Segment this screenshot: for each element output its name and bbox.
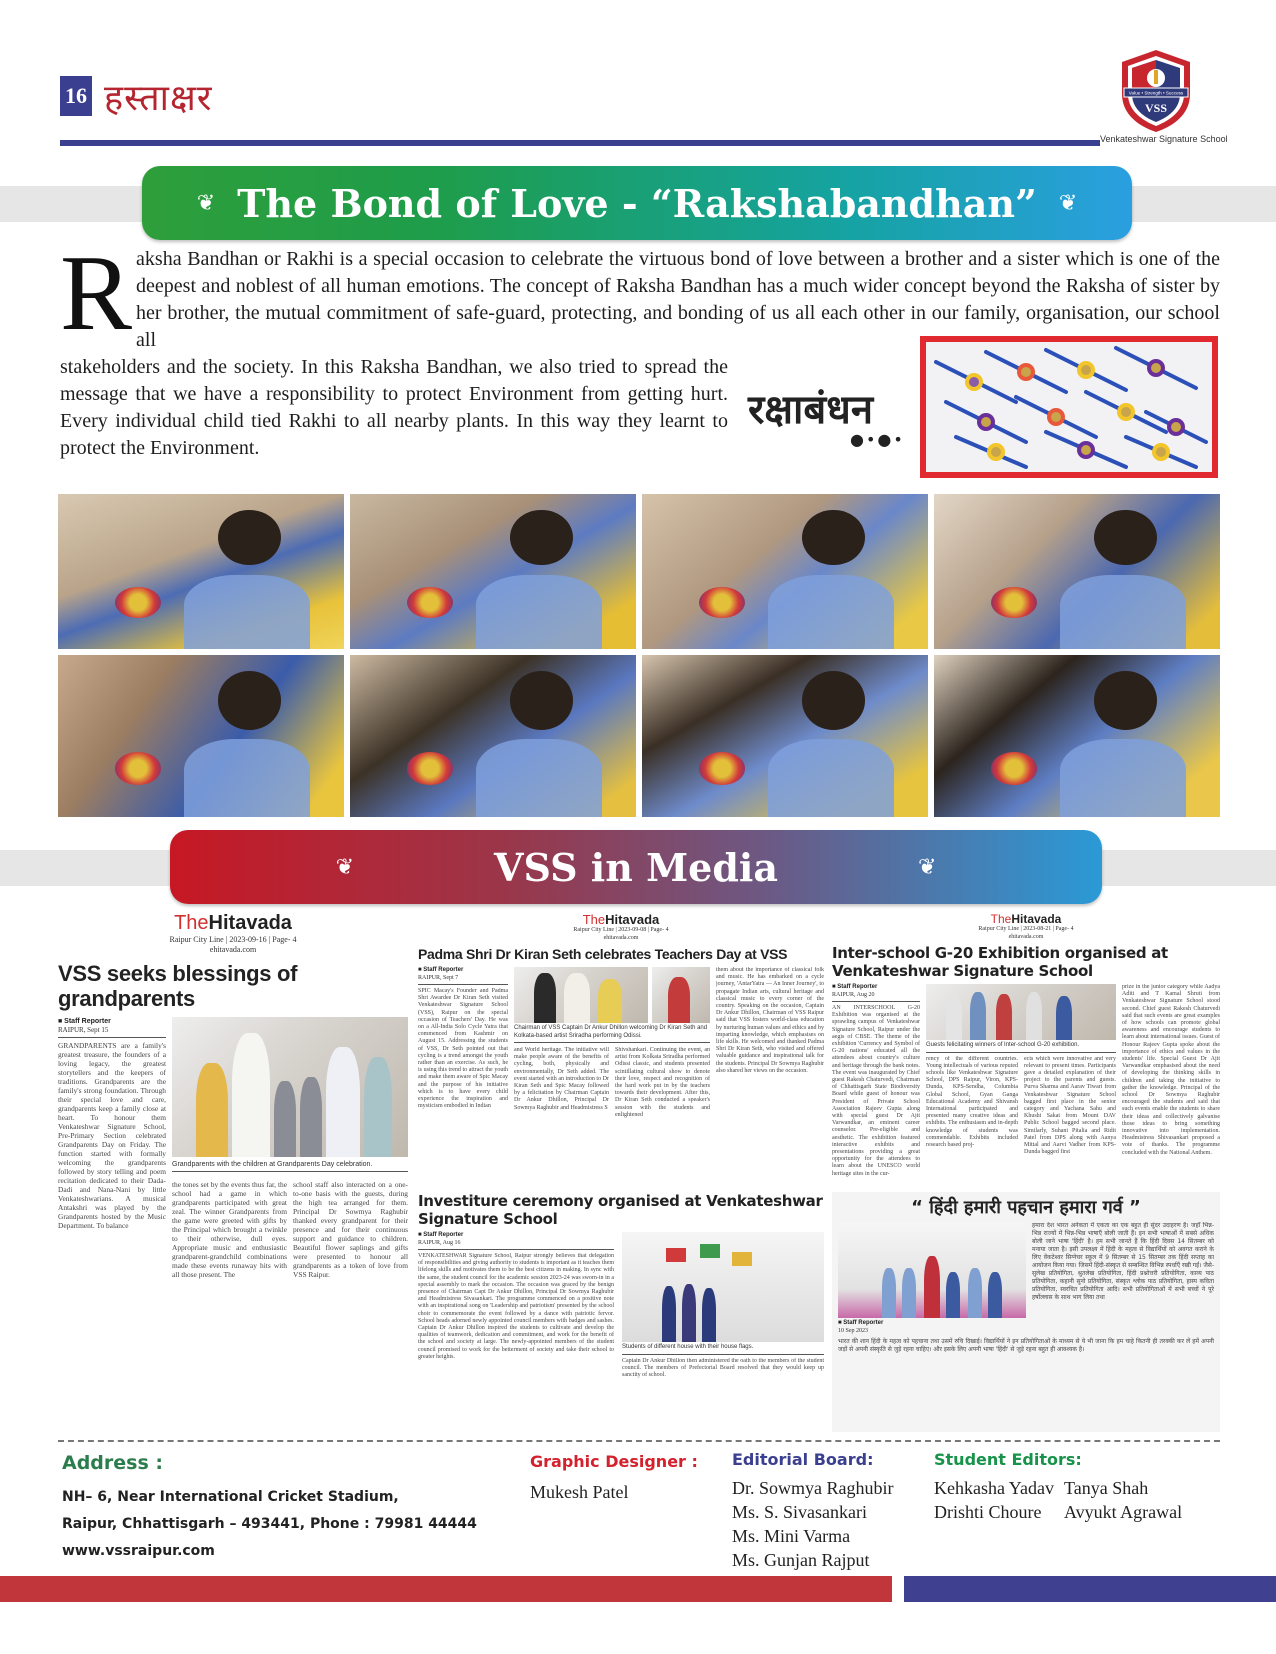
school-name: Venkateshwar Signature School [1100,134,1228,144]
editorial-member: Ms. S. Sivasankari [732,1502,867,1522]
graphic-designer-name: Mukesh Patel [530,1482,629,1502]
rakshabandhan-title: The Bond of Love - “Rakshabandhan” [237,180,1037,226]
rakshabandhan-word-art: रक्षाबंधन [748,387,874,433]
address-block [62,1484,522,1565]
student-editor: Drishti Choure [934,1502,1042,1522]
decorative-dots: ●•●• [850,430,905,449]
photo-child-painting-rakhi [350,655,636,817]
student-editor: Tanya Shah [1063,1478,1149,1498]
clipping-headline: “ हिंदी हमारी पहचान हमारा गर्व ” [911,1197,1141,1218]
dateline: RAIPUR, Sept 15 [58,1026,166,1038]
media-banner [170,830,1102,904]
editorial-member: Ms. Gunjan Rajput [732,1550,870,1570]
newspaper-meta: Raipur City Line | 2023-08-21 | Page- 4 [978,926,1074,932]
graphic-designer-title: Graphic Designer : [530,1452,698,1471]
clipping-column: भारत की शान हिंदी के महत्व को पहचाना तथा उसमें रुचि दिखाई। विद्यार्थियों ने इन प्रतियोगिताओं के माध्यम से ये भी जाना कि हम चाहे कितनी ही तरक्की कर लें हमें अपनी जड़ों से अपनी संस्कृति से जुड़े रहना चाहिए। और इसके लिए अपनी भाषा 'हिंदी' से जुड़े रहना बहुत ही आवश्यक है। [838,1338,1214,1353]
photo-child-painting-rakhi [350,494,636,649]
clipping-column: VENKATESHWAR Signature School, Raipur strongly believes that delegation of responsibilities and giving authority to students is important as it teaches them lifelong skills and motivates them to be the best citizens in making. In sync with the same, the student council for the academic session 2023-24 was sworn-in in a special assembly to mark the occasion. The occasion was graced by the benign presence of Chairman Capt Dr Ankur Dhillon, Principal Dr Sowmya Raghubir and Headmistress Sivasankari. The programme commenced on a positive note with an inspirational song on 'Leadership and patriotism' presented by the school choir to commemorate the event followed by a dance with patriotic fervor. School heads adorned newly appointed council members with badges and sashes. Captain Dr Ankur Dhillon inspired the students to cultivate and develop the qualities of teamwork, dedication and commitment, and work for the benefit of the school and society at large. The newly-appointed members of the student council promised to work for the betterment of society and take their school to greater heights. [418,1253,614,1360]
editorial-board-title: Editorial Board: [732,1450,874,1469]
flourish-ornament-icon: ❦ [196,190,216,216]
byline: ■ Staff Reporter [418,967,464,973]
clipping-grandparents [58,912,408,1432]
newspaper-name: TheHitavada [582,912,660,927]
article-paragraph-narrow: stakeholders and the society. In this Raksha Bandhan, we also tried to spread the message that we have a responsibility to protect Environment from getting hurt. Every individual child tied Rakhi to all nearby plants. In this way they learnt to protect the Environment. [60,356,728,459]
house-flags-photo [622,1232,824,1342]
flourish-ornament-icon: ❦ [1058,190,1078,216]
magazine-title: हस्ताक्षर [104,78,213,119]
newspaper-name: TheHitavada [990,912,1062,926]
clipping-investiture [418,1192,824,1432]
clipping-column: Shivshankari. Continuing the event, an artist from Kolkata Sriradha performed Odissi classic, and students presented scintillating cultural show to denote their love, respect and recognition of the hard work put in by the teachers towards their development. After this, Dr Kiran Seth conducted a speaker's session with the students and enlightened [615,1047,710,1118]
rakhi-collection-photo [920,336,1218,478]
editorial-board-list [732,1476,894,1572]
clipping-hindi-week [832,1192,1220,1432]
clipping-column: the tones set by the events thus far, the school had a game in which grandparents participated with great zeal. The winner Grandparents from the game were greeted with gifts by the Principal which brought a twinkle to their otherwise, dull eyes. Appropriate music and enthusiastic grandparent-grandchild combinations made these events runaway hits with all those present. The [172,1180,287,1279]
clipping-headline: Investiture ceremony organised at Venkateshwar Signature School [418,1192,823,1228]
clipping-headline: Padma Shri Dr Kiran Seth celebrates Teachers Day at VSS [418,946,788,962]
flourish-ornament-icon: ❦ [335,854,355,880]
clipping-column: SPIC Macay's Founder and Padma Shri Awardee Dr Kiran Seth visited Venkateshwar Signature School (VSS), Raipur on the special occasion of Teachers' Day. He was on a All-India Solo Cycle Yatra that commenced from Kashmir on August 15. Addressing the students of VSS, Dr Seth pointed out that cycling is a trend amongst the youth rather than an exercise. As such, he is using this trend to attract the youth and make them aware of Spic Macay and the purpose of his initiative which is to have every child experience the inspiration and mysticism embodied in Indian [418,988,508,1110]
clipping-column: हमारा देश भारत अनेकता में एकता का एक बहुत ही सुंदर उदाहरण है। जहाँ भिन्न-भिन्न राज्यों में भिन्न-भिन्न भाषाएँ बोली जाती हैं। इन सभी भाषाओं में सबसे अधिक बोली जाने भाषा 'हिंदी' है। हम सभी जानते हैं कि हिंदी दिवस 14 सितम्बर को मनाया जाता है। इसी उपलक्ष्य में हिंदी के महत्व से विद्यार्थियों को अवगत कराने के लिए वेंकटेश्वर सिग्नेचर स्कूल में 9 सितम्बर से 15 सितम्बर तक हिंदी सप्ताह का आयोजन किया गया। जिसमें हिंदी-संस्कृत से सम्बन्धित विभिन्न स्पर्धाएँ रखी गईं। जैसे- सुलेख प्रतियोगिता, श्रुतलेख प्रतियोगिता, हिंदी प्रश्नोत्तरी प्रतियोगिता, काव्य पाठ प्रतियोगिता, कहानी सुनो प्रतियोगिता, संस्कृत श्लोक पाठ प्रतियोगिता, हास्य कविता प्रतियोगिता, स्वरचित प्रतियोगिता आदि। सभी प्रतियोगिताओं में सभी बच्चों ने पूरे हर्षोल्लास के साथ भाग लिया तथा [1032,1222,1214,1301]
student-editor: Avyukt Agrawal [1063,1502,1183,1522]
clipping-headline: VSS seeks blessings of grandparents [58,961,298,1011]
address-line: NH– 6, Near International Cricket Stadium, [62,1489,399,1505]
logo-initials: VSS [1144,101,1168,115]
student-editors-title: Student Editors: [934,1450,1082,1469]
clipping-headline: Inter-school G-20 Exhibition organised at Venkateshwar Signature School [832,944,1168,980]
photo-child-painting-rakhi [58,494,344,649]
photo-caption: Students of different house with their house flags. [622,1344,824,1355]
article-paragraph-wide: aksha Bandhan or Rakhi is a special occasion to celebrate the virtuous bond of love between a brother and a sister which is one of the deepest and noblest of all human emotions. The concept of Raksha Bandhan has a much wider concept beyond the Raksha of sister by her brother, the mutual commitment of safe-guard, protecting, and bonding of us all each other in our family, organisation, our school all [136,248,1220,351]
media-title: VSS in Media [494,844,778,890]
teachers-day-photo [514,967,648,1023]
footer-bar-red [0,1576,892,1602]
photo-child-painting-rakhi [934,655,1220,817]
newspaper-site: ehitavada.com [209,945,257,954]
student-editors-list [934,1476,1182,1524]
address-title: Address : [62,1452,163,1474]
byline: ■ Staff Reporter [832,984,878,990]
newspaper-meta: Raipur City Line | 2023-09-08 | Page- 4 [573,927,669,933]
flourish-ornament-icon: ❦ [917,854,937,880]
page-number: 16 [60,76,92,116]
newspaper-site: ehitavada.com [603,934,639,941]
dateline: 10 Sep 2023 [838,1327,868,1334]
photo-caption: Grandparents with the children at Grandparents Day celebration. [172,1160,408,1172]
logo-motto: Value • Strength • Success [1128,90,1184,96]
dateline: RAIPUR, Aug 16 [418,1240,614,1251]
footer-bar-blue [904,1576,1276,1602]
grandparents-photo [172,1017,408,1157]
clipping-column: and World heritage. The initiative will make people aware of the benefits of cycling, both, physically and environmentally, Dr Seth added. The event started with an introduction to Dr Kiran Seth and Spic Macay followed by a felicitation by Chairman Captain Dr Ankur Dhillon, Principal Dr Sowmya Raghubir and Headmistress S [514,1047,609,1111]
clipping-column: AN INTERSCHOOL G-20 Exhibition was organised at the sprawling campus of Venkateshwar Signature School, Raipur under the aegis of CBSE. The theme of the exhibition 'Currency and Symbol of G-20 nations' educated all the attendees about country's culture and heritage through the bank notes. The event was inaugurated by Chief guest Rakesh Chaturvedi, Chairman of Chhattisgarh State Biodiversity Board while guest of honour was President of Private School Association Rajeev Gupta along with special guest Dr Ajit Varwandkar, an eminent career counselor. Pre-eligible and aesthetic. The exhibition featured interactive exhibits and presentations providing a great opportunity for the attendees to learn about the UNESCO world heritage sites in the cur- [832,1005,920,1177]
odissi-dance-photo [652,967,710,1023]
photo-caption: Chairman of VSS Captain Dr Ankur Dhillon welcoming Dr Kiran Seth and Kolkata-based artist Sriradha performing Odissi. [514,1025,710,1043]
footer-divider [58,1440,1220,1442]
dateline: RAIPUR, Aug 20 [832,992,920,1003]
website-link[interactable]: www.vssraipur.com [62,1543,215,1559]
header-rule [60,140,1100,146]
byline: ■ Staff Reporter [418,1232,464,1238]
g20-exhibition-photo [926,984,1116,1040]
rakhi-making-photo-grid [58,494,1220,817]
rakshabandhan-banner [142,166,1132,240]
newspaper-meta: Raipur City Line | 2023-09-16 | Page- 4 [169,935,297,944]
dateline: RAIPUR, Sept 7 [418,975,508,986]
clipping-column: them about the importance of classical folk and music. He has embarked on a cycle journey, 'AntarYatra — An Inner Journey', to propagate Indian arts, cultural heritage and classical music to every corner of the country. Speaking on the occasion, Captain Dr Ankur Dhillon, Chairman of VSS Raipur said that VSS fosters world-class education by nurturing human values and ethics and by imparting knowledge, which emphasises on life skills. He welcomed and thanked Padma Shri Dr Kiran Seth, who visited and offered valuable guidance and inspirational talk for the students. Principal Dr Sowmya Raghubir also shared her views on the occasion. [716,967,824,1074]
clipping-column: Captain Dr Ankur Dhillon then administered the oath to the members of the student council. The members of Prefectorial Board resolved that they would keep up sanctity of school. [622,1357,824,1378]
address-line: Raipur, Chhattisgarh – 493441, Phone : 79981 44444 [62,1516,477,1532]
photo-child-painting-rakhi [642,655,928,817]
newspaper-name: TheHitavada [174,912,292,934]
newspaper-site: ehitavada.com [1008,933,1044,940]
clipping-teachers-day [418,912,824,1188]
editorial-member: Dr. Sowmya Raghubir [732,1478,894,1498]
editorial-member: Ms. Mini Varma [732,1526,851,1546]
photo-caption: Guests felicitating winners of Inter-school G-20 exhibition. [926,1042,1116,1053]
hindi-week-photo [838,1222,1026,1318]
byline: ■ Staff Reporter [838,1320,884,1326]
media-clippings [58,912,1220,1432]
photo-child-painting-rakhi [934,494,1220,649]
photo-child-painting-rakhi [642,494,928,649]
clipping-column: school staff also interacted on a one-to-one basis with the guests, during the high tea arranged for them. Principal Dr Sowmya Raghubir thanked every grandparent for their presence and for their continuous support and guidance to children. Beautiful flower saplings and gifts were presented to honour all grandparents as a token of love from VSS Raipur. [293,1180,408,1279]
byline: ■ Staff Reporter [58,1018,111,1025]
clipping-column: rency of the different countries. Young intellectuals of various reputed schools like Venkateshwar Signature School, DPS Raipur, Viron, KPS-Dunda, KPS-Sendha, Columbia Global School, Gyan Ganga Educational Academy and Shivansh International participated and presented many creative ideas and exhibits. The enthusiasm and in-depth knowledge of students was commendable. Exhibits included research based proj- [926,1055,1018,1148]
drop-cap: R [60,234,133,353]
clipping-column: prize in the junior category while Aadya Aditi and T Kamal Shruti from Venkateshwar Signature School stood second. Chief guest Rakesh Chaturvedi said that such events are great examples of how schools can promote global awareness and encourage students to learn about international issues. Guest of Honour Rajeev Gupta spoke about the importance of ethics and values in the students' life. Special Guest Dr Ajit Varwandkar emphasised about the need of developing the thinking skills in children and taking the initiative to gather the knowledge. Principal of the school Dr Sowmya Raghubir encouraged the students and said that such events enable the students to share their ideas and collectively galvanise those ideas to bring something innovative into implementation. Headmistress Shivasankari proposed a vote of thanks. The programme concluded with the National Anthem. [1122,984,1220,1156]
clipping-column: GRANDPARENTS are a family's greatest treasure, the founders of a loving legacy, the greatest storytellers and the keepers of traditions. Grandparents are the family's strong foundation. Through their special love and care, grandparents keep a family close at heart. To honour them Venkateshwar Signature School, Pre-Primary Section celebrated Grandparents Day on Friday. The function started with formally welcoming the grandparents followed by story telling and poem recitation dedicated to their Dada-Dadi and Nana-Nani by little Venkateshwarians. A musical Antakshri was played by the Grandparents hosted by the Music Department. To balance [58,1041,166,1230]
clipping-column: ects which were innovative and very relevant to present times. Participants gave a detailed explanation of their project to the parents and guests. Purva Sharma and Aarav Tiwari from Venkateshwar Signature School bagged first place in the senior category and Yachana Sahu and Khushi Sakat from Mount DAV Public School bagged second place. Similarly, Suhani Pitalia and Ridit Patel from DPS along with Aanya Mittal and Aarvi Vadher from KPS-Dunda bagged first [1024,1055,1116,1156]
student-editor: Kehkasha Yadav [934,1478,1054,1498]
clipping-g20-exhibition [832,912,1220,1188]
photo-child-painting-rakhi [58,655,344,817]
school-logo-icon [1118,48,1194,134]
